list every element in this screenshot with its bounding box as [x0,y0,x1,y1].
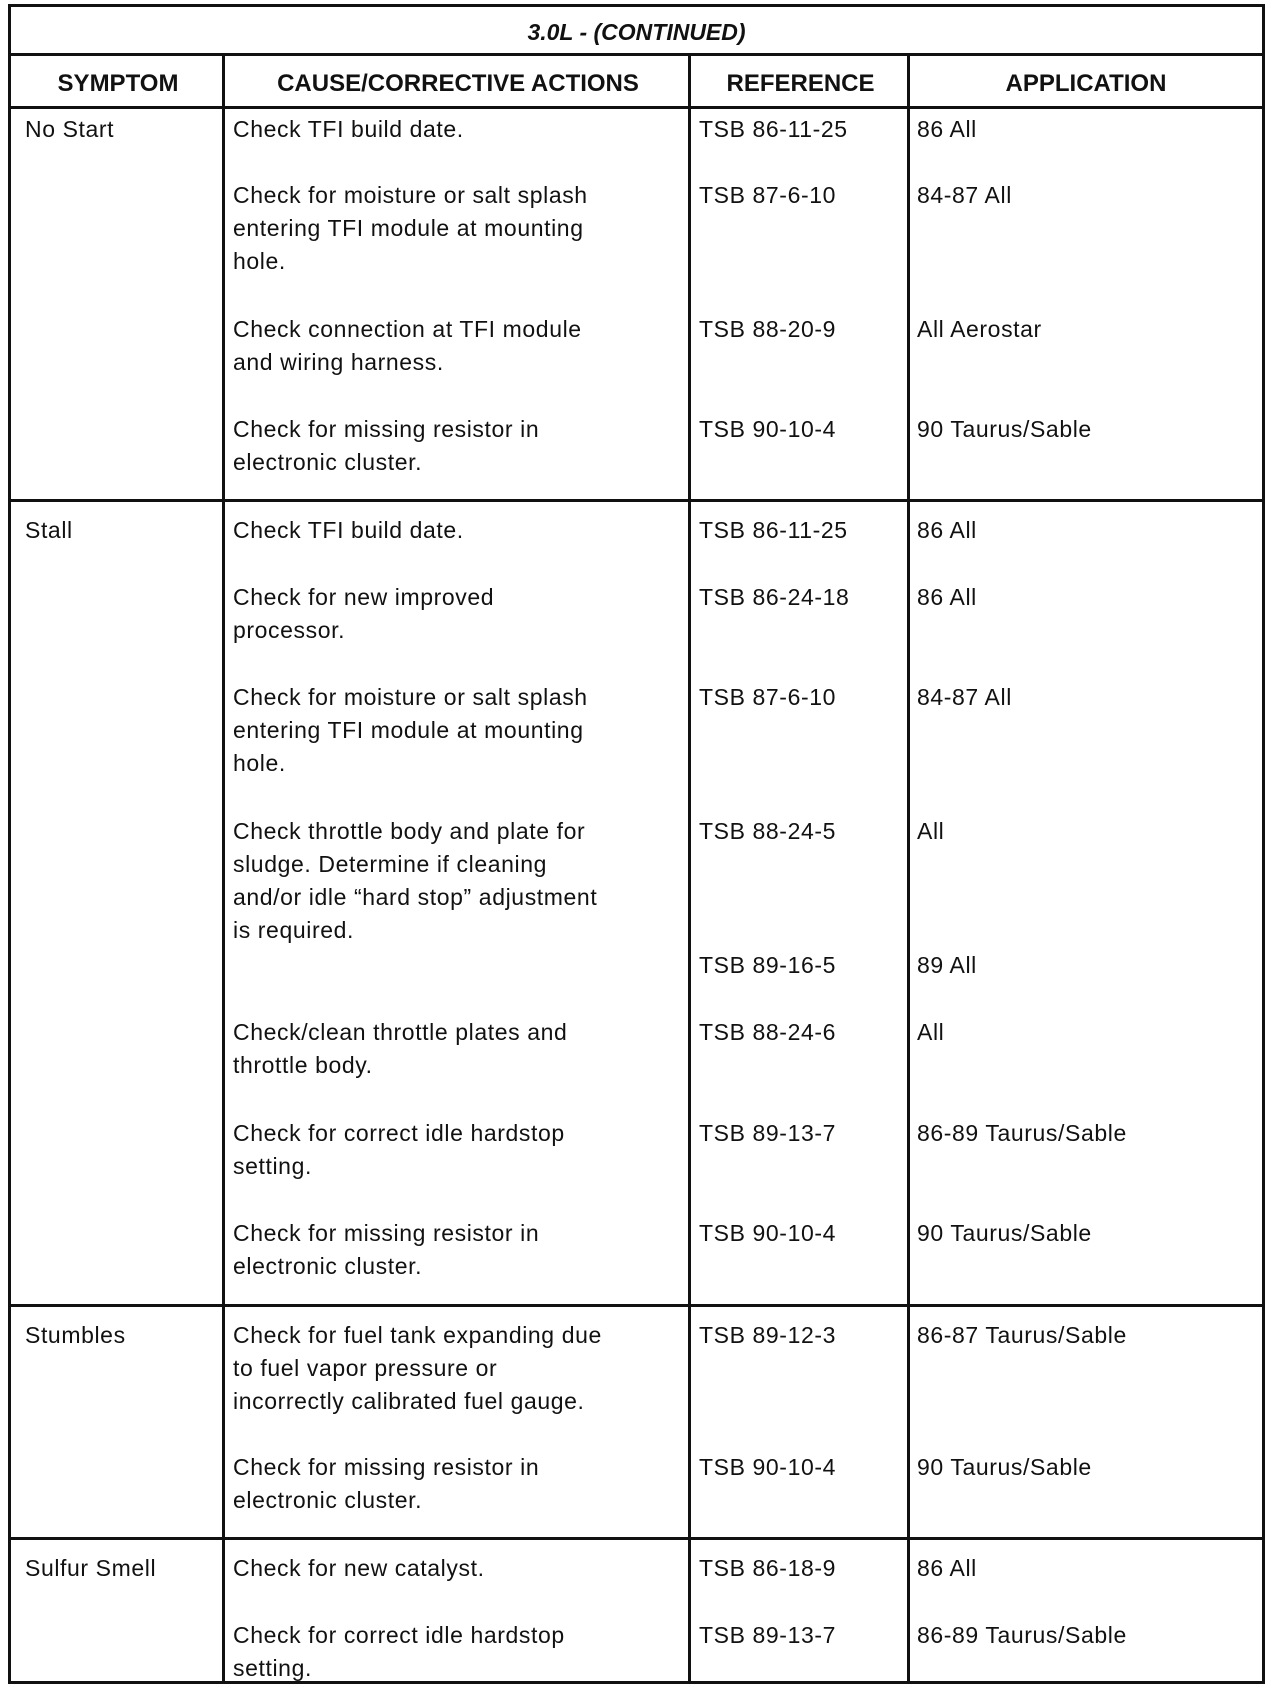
cause-line: Check for new improved [233,584,495,610]
cause-line: processor. [233,617,346,643]
cause-line: Check TFI build date. [233,517,464,543]
application-cell: 86 All [917,517,977,543]
application-cell: 84-87 All [917,182,1012,208]
reference-cell: TSB 87-6-10 [699,684,836,710]
application-cell: All [917,818,945,844]
cause-line: hole. [233,750,286,776]
cause-line: Check throttle body and plate for [233,818,586,844]
reference-cell: TSB 86-11-25 [699,517,848,543]
cause-line: Check for moisture or salt splash [233,182,588,208]
reference-cell: TSB 90-10-4 [699,416,836,442]
cause-line: is required. [233,917,354,943]
header-symptom: SYMPTOM [11,56,225,109]
symptom-cell: Stumbles [25,1322,126,1348]
application-cell: All Aerostar [917,316,1042,342]
reference-cell: TSB 86-24-18 [699,584,850,610]
cause-line: hole. [233,248,286,274]
cause-line: electronic cluster. [233,449,423,475]
cause-line: Check for new catalyst. [233,1555,485,1581]
application-cell: 89 All [917,952,977,978]
header-application: APPLICATION [910,56,1262,109]
reference-cell: TSB 89-12-3 [699,1322,836,1348]
column-divider [907,56,910,1681]
cause-line: sludge. Determine if cleaning [233,851,548,877]
cause-line: Check for correct idle hardstop [233,1120,565,1146]
application-cell: 86-89 Taurus/Sable [917,1622,1127,1648]
symptom-cell: Stall [25,517,73,543]
application-cell: 86 All [917,1555,977,1581]
application-cell: 90 Taurus/Sable [917,416,1092,442]
reference-cell: TSB 88-24-6 [699,1019,836,1045]
row-divider [11,499,1262,502]
cause-line: Check connection at TFI module [233,316,582,342]
column-divider [222,56,225,1681]
table-title: 3.0L - (CONTINUED) [11,7,1262,56]
application-cell: 86-87 Taurus/Sable [917,1322,1127,1348]
application-cell: 86 All [917,584,977,610]
row-divider [11,1537,1262,1540]
cause-line: to fuel vapor pressure or [233,1355,498,1381]
cause-line: and/or idle “hard stop” adjustment [233,884,598,910]
application-cell: 86 All [917,116,977,142]
reference-cell: TSB 90-10-4 [699,1220,836,1246]
cause-line: Check TFI build date. [233,116,464,142]
cause-line: entering TFI module at mounting [233,215,584,241]
cause-line: electronic cluster. [233,1487,423,1513]
reference-cell: TSB 86-18-9 [699,1555,836,1581]
reference-cell: TSB 88-20-9 [699,316,836,342]
cause-line: Check/clean throttle plates and [233,1019,568,1045]
cause-line: Check for moisture or salt splash [233,684,588,710]
reference-cell: TSB 89-16-5 [699,952,836,978]
cause-line: electronic cluster. [233,1253,423,1279]
cause-line: Check for fuel tank expanding due [233,1322,602,1348]
application-cell: 90 Taurus/Sable [917,1454,1092,1480]
reference-cell: TSB 88-24-5 [699,818,836,844]
cause-line: entering TFI module at mounting [233,717,584,743]
reference-cell: TSB 86-11-25 [699,116,848,142]
symptom-cell: Sulfur Smell [25,1555,157,1581]
header-cause: CAUSE/CORRECTIVE ACTIONS [225,56,691,109]
symptom-cell: No Start [25,116,115,142]
cause-line: Check for missing resistor in [233,416,540,442]
cause-line: setting. [233,1655,312,1681]
application-cell: 84-87 All [917,684,1012,710]
troubleshooting-table [8,4,1265,1684]
reference-cell: TSB 87-6-10 [699,182,836,208]
reference-cell: TSB 89-13-7 [699,1120,836,1146]
cause-line: incorrectly calibrated fuel gauge. [233,1388,585,1414]
cause-line: Check for missing resistor in [233,1220,540,1246]
cause-line: and wiring harness. [233,349,444,375]
cause-line: throttle body. [233,1052,373,1078]
reference-cell: TSB 90-10-4 [699,1454,836,1480]
cause-line: Check for correct idle hardstop [233,1622,565,1648]
header-reference: REFERENCE [691,56,910,109]
application-cell: 86-89 Taurus/Sable [917,1120,1127,1146]
application-cell: All [917,1019,945,1045]
cause-line: setting. [233,1153,312,1179]
application-cell: 90 Taurus/Sable [917,1220,1092,1246]
cause-line: Check for missing resistor in [233,1454,540,1480]
column-divider [688,56,691,1681]
reference-cell: TSB 89-13-7 [699,1622,836,1648]
row-divider [11,1304,1262,1307]
